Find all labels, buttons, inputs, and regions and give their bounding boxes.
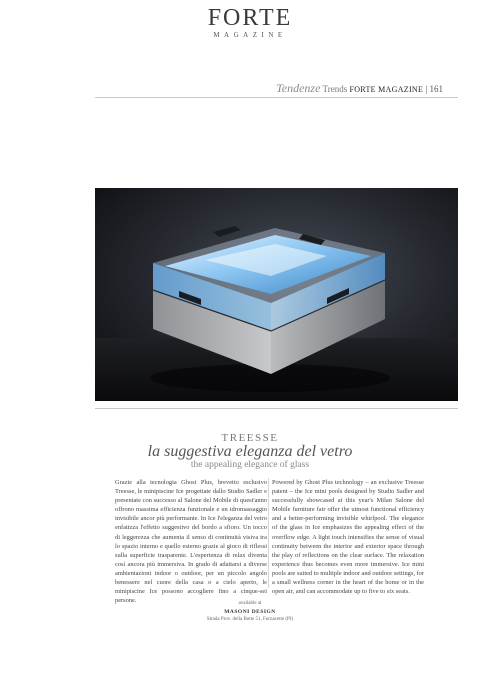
- retailer-address: Strada Prov. della Botte 51, Fornacette (PI): [206, 617, 294, 622]
- magazine-logo: FORTE: [207, 5, 293, 31]
- retailer-name: MASONI DESIGN: [224, 609, 276, 615]
- running-magazine-name: FORTE MAGAZINE: [349, 85, 424, 94]
- article-subheadline: the appealing elegance of glass: [190, 460, 310, 470]
- photo-rule: [95, 408, 458, 409]
- page-number: 161: [429, 84, 443, 94]
- article-kicker: TREESSE: [221, 432, 279, 444]
- magazine-logo-sub: MAGAZINE: [213, 31, 287, 39]
- product-photo-ice-minipool: [95, 188, 458, 401]
- running-header: [276, 81, 443, 96]
- article-body-english: Powered by Ghost Plus technology – an exclusive Treesse patent – the Ice mini pools designed by Studio Sadler and successfully showcased at this year's Milan Salone del Mobile furniture fair offer the utmost functional efficiency and a better-performing invisible whirlpool. The elegance of the glass in Ice emphasizes the appealing effect of the overflow edge. A light touch intensifies the sense of visual continuity between the interior and exterior space through the play of reflections on the clear surface. The relaxation experience thus becomes even more immersive. Ice mini pools are suited to multiple indoor and outdoor settings, for a small wellness corner in the heart of the home or in the open air, and can accommodate up to five to six seats.: [272, 479, 424, 596]
- article-body-italian: Grazie alla tecnologia Ghost Plus, brevetto esclusivo Treesse, le minipiscine Ice progettate dallo Studio Sadler e presentate con successo al Salone del Mobile di quest'anno offrono massima efficienza funzionale e un idromassaggio invisibile ancor più performante. In Ice l'eleganza del vetro enfatizza l'effetto suggestivo del bordo a sfioro. Un tocco di leggerezza che aumenta il senso di continuità visiva tra lo spazio interno e quello esterno grazie al gioco di riflessi sulla superficie trasparente. L'esperienza di relax diventa così ancora più immersiva. In grado di adattarsi a diverse ambientazioni indoor o outdoor, per un piccolo angolo benessere nel cuore della casa o a cielo aperto, le minipiscine Ice possono accogliere fino a cinque-sei persone.: [115, 479, 267, 605]
- section-name: Tendenze: [276, 81, 321, 95]
- masthead: [0, 6, 500, 39]
- runner-separator: |: [425, 84, 428, 94]
- availability-credits: [0, 600, 500, 624]
- article-headline: la suggestiva eleganza del vetro: [147, 443, 353, 460]
- section-name-en: Trends: [322, 84, 348, 94]
- header-rule: [95, 97, 458, 98]
- column-divider: [268, 478, 269, 588]
- available-at-label: available at: [238, 601, 262, 606]
